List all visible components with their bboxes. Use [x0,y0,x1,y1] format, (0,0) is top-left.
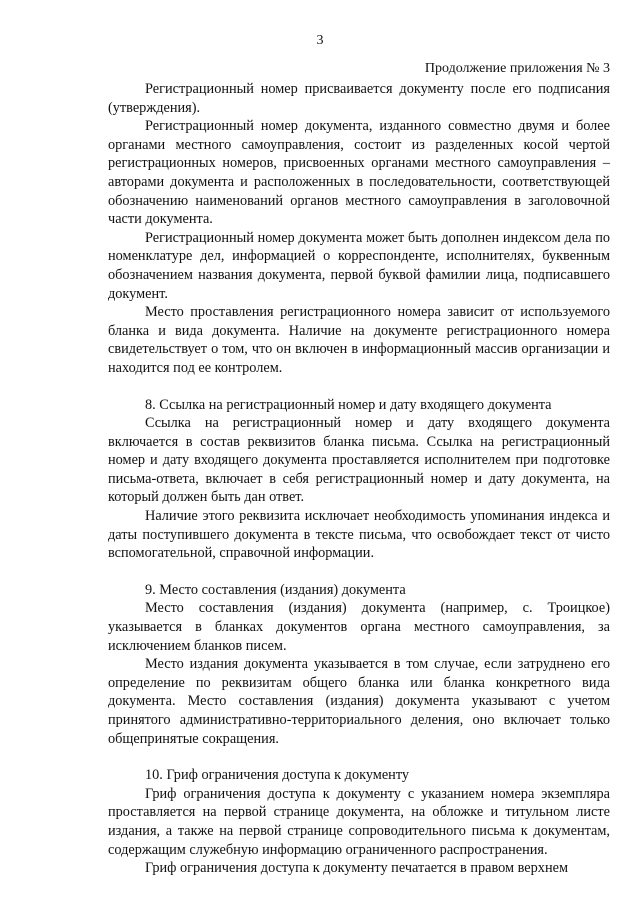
paragraph: Регистрационный номер документа, изданного совместно двумя и более органами местного самоуправления, состоит из разделенных косой чертой регистрационных номеров, присвоенных органами местного самоуправления – авторами документа и расположенных в последовательности, соответствующей обозначению наименований органов местного самоуправления в заголовочной части документа. [108,118,610,228]
paragraph: Ссылка на регистрационный номер и дату входящего документа включается в состав реквизитов бланка письма. Ссылка на регистрационный номер и дату входящего документа проставляется исполнителем при подготовке письма-ответа, включает в себя регистрационный номер и дату документа, на который должен быть дан ответ. [108,415,610,506]
section-heading: 9. Место составления (издания) документа [145,581,406,598]
section-gap [108,563,610,581]
paragraph: Место составления (издания) документа (например, с. Троицкое) указывается в бланках документов органа местного самоуправления, за исключением бланков писем. [108,600,610,654]
paragraph: Место издания документа указывается в том случае, если затруднено его определение по реквизитам общего бланка или бланка конкретного вида документа. Место составления (издания) документа указывают с учетом принятого административно-территориального деления, оно включает только общепринятые сокращения. [108,656,610,747]
page-number: 3 [316,33,324,48]
document-body [108,80,610,878]
section-gap [108,378,610,396]
section-heading: 8. Ссылка на регистрационный номер и дату входящего документа [145,396,552,413]
section-gap [108,748,610,766]
paragraph: Гриф ограничения доступа к документу печатается в правом верхнем [145,860,568,877]
paragraph: Гриф ограничения доступа к документу с указанием номера экземпляра проставляется на первой странице документа, на обложке и титульном листе издания, а также на первой странице сопроводительного письма к документам, содержащим служебную информацию ограниченного распространения. [108,785,610,858]
paragraph: Наличие этого реквизита исключает необходимость упоминания индекса и даты поступившего документа в тексте письма, что освобождает текст от чисто вспомогательной, справочной информации. [108,508,610,562]
appendix-note: Продолжение приложения № 3 [424,61,610,76]
paragraph: Регистрационный номер документа может быть дополнен индексом дела по номенклатуре дел, информацией о корреспонденте, исполнителях, буквенным обозначением названия документа, первой буквой фамилии лица, подписавшего документ. [108,229,610,302]
paragraph: Регистрационный номер присваивается документу после его подписания (утверждения). [108,81,610,116]
paragraph: Место проставления регистрационного номера зависит от используемого бланка и вида документа. Наличие на документе регистрационного номера свидетельствует о том, что он включен в информационный массив организации и находится под ее контролем. [108,304,610,376]
section-heading: 10. Гриф ограничения доступа к документу [145,767,410,784]
